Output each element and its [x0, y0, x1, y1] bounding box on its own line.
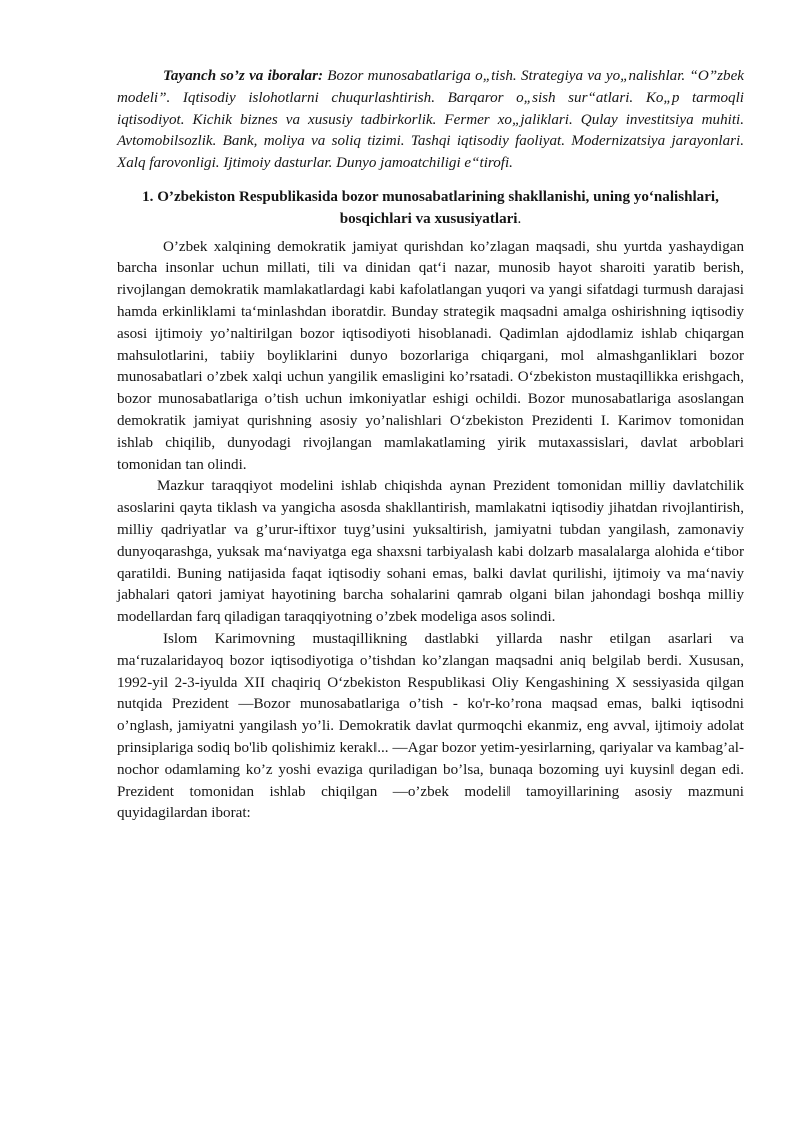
keywords-text: Bozor munosabatlariga o„tish. Strategiya va yo„nalishlar. “O”zbek modeli”. Iqtisodiy islohotlarni chuqurlashtirish. Barqaror o„sish sur“atlari. Ko„p tarmoqli iqtisodiyot. Kichik biznes va xususiy tadbirkorlik. Fermer xo„jaliklari. Qulay investitsiya muhiti. Avtomobilsozlik. Bank, moliya va soliq tizimi. Tashqi iqtisodiy faoliyat. Modernizatsiya jarayonlari. Xalq farovonligi. Ijtimoiy dasturlar. Dunyo jamoatchiligi e“tirofi.: [117, 68, 744, 172]
keywords-paragraph: [117, 66, 744, 175]
body-paragraph-2: Mazkur taraqqiyot modelini ishlab chiqishda aynan Prezident tomonidan milliy davlatchilik asoslarini qayta tiklash va yangicha asosda shakllantirish, mamlakatni iqtisodiy jihatdan rivojlantirish, milliy qadriyatlar va g’urur-iftixor tuyg’usini yuksaltirish, jamiyatni tubdan yangilash, zamonaviy dunyoqarashga, yuksak ma‘naviyatga ega shaxsni tarbiyalash kabi dolzarb masalalarga alohida e‘tibor qaratildi. Buning natijasida faqat iqtisodiy sohani emas, balki davlat qurilishi, ijtimoiy va ma‘naviy jabhalari qatori jamiyat hayotining barcha sohalarini qamrab olgani bilan jahondagi boshqa milliy modellardan farq qiladigan taraqqiyotning o’zbek modeliga asos solindi.: [117, 478, 744, 626]
section-heading-text: 1. O’zbekiston Respublikasida bozor munosabatlarining shakllanishi, uning yo‘nalishlari, bosqichlari va xususiyatlari: [142, 188, 719, 227]
document-page: [117, 66, 744, 825]
body-paragraph-3: Islom Karimovning mustaqillikning dastlabki yillarda nashr etilgan asarlari va ma‘ruzalaridayoq bozor iqtisodiyotiga o’tishdan ko’zlangan maqsadni aniq belgilab berdi. Xususan, 1992-yil 2-3-iyulda XII chaqiriq O‘zbekiston Respublikasi Oliy Kengashining X sessiyasida qilgan nutqida Prezident ―Bozor munosabatlariga o’tish - ko'r-ko’rona maqsad emas, balki iqtisodni o’nglash, jamiyatni yangilash yo’li. Demokratik davlat qurmoqchi ekanmiz, eng avval, ijtimoiy adolat prinsiplariga sodiq bo'lib qolishimiz kerak‖... ―Agar bozor yetim-yesirlarning, qariyalar va kambag’al-nochor odamlaming ko’z yoshi evaziga quriladigan bo’lsa, bunaqa bozoming uyi kuysin‖ degan edi. Prezident tomonidan ishlab chiqilgan ―o’zbek modeli‖ tamoyillarining asosiy mazmuni quyidagilardan iborat:: [117, 630, 744, 822]
section-heading: [117, 187, 744, 231]
section-heading-period: .: [517, 210, 522, 227]
body-paragraph-1: O’zbek xalqining demokratik jamiyat qurishdan ko’zlagan maqsadi, shu yurtda yashaydigan barcha insonlar uchun millati, tili va dinidan qat‘i nazar, munosib hayot sharoiti yaratib berish, rivojlangan demokratik mamlakatlardagi kabi kafolatlangan yuqori va yangi sifatdagi turmush darajasi hamda erkinliklami ta‘minlashdan iboratdir. Bunday strategik maqsadni amalga oshirishning iqtisodiy asosi ijtimoiy yo’naltirilgan bozor iqtisodiyoti hisoblanadi. Qadimlan ajdodlamiz ishlab chiqargan mahsulotlarini, tabiiy boyliklarini dunyo bozorlariga chiqargani, mol almashganliklari bozor munosabatlari o’zbek xalqi uchun yangilik emasligini ko’rsatadi. O‘zbekiston mustaqillikka erishgach, bozor munosabatlariga o’tish uchun imkoniyatlar eshigi ochildi. Bozor munosabatlariga asoslangan demokratik jamiyat qurishning asosiy yo’nalishlari O‘zbekiston Prezidenti I. Karimov tomonidan ishlab chiqilib, dunyodagi rivojlangan mamlakatlaming yirik mutaxassislari, davlat arboblari tomonidan tan olindi.: [117, 238, 744, 473]
keywords-label: Tayanch so’z va iboralar:: [163, 68, 323, 84]
